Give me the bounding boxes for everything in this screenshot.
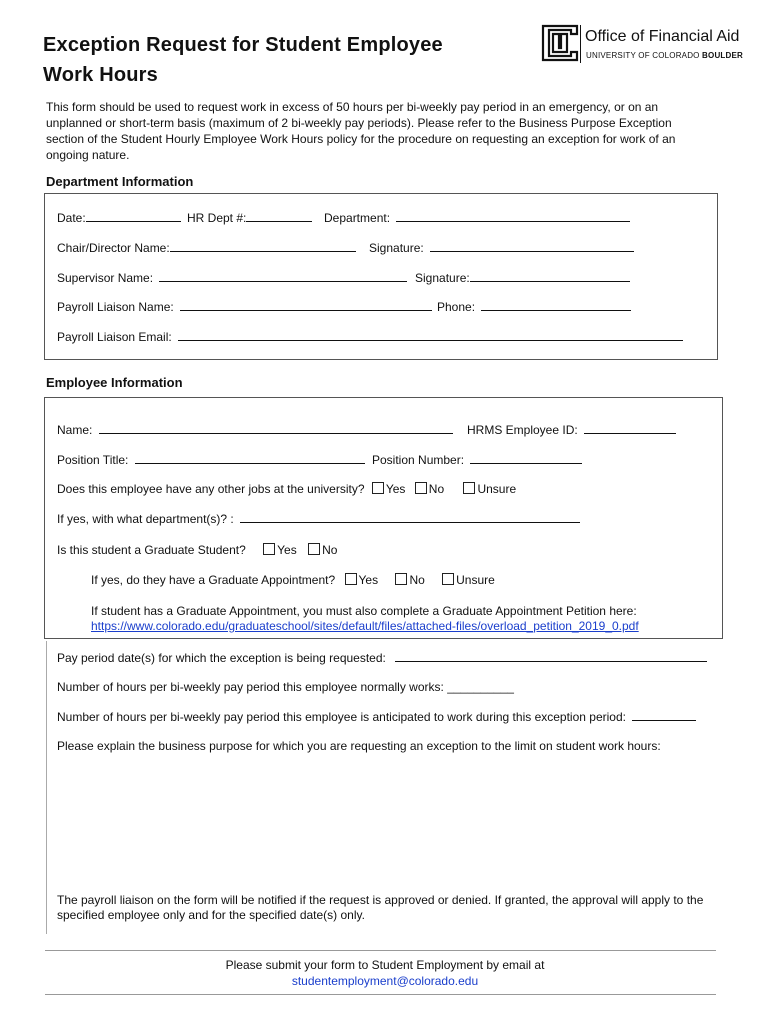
hr-dept-input[interactable] xyxy=(246,209,312,222)
grad-no-label: No xyxy=(322,543,338,557)
position-title-label: Position Title: xyxy=(57,453,129,467)
anticipated-hours-row xyxy=(57,708,696,725)
form-title-line2: Work Hours xyxy=(43,64,158,86)
position-number-row xyxy=(372,451,582,468)
grad-appt-unsure-checkbox[interactable] xyxy=(442,573,454,585)
position-title-row xyxy=(57,451,365,468)
grad-appt-question: If yes, do they have a Graduate Appointment? xyxy=(91,573,336,587)
chair-signature-row xyxy=(369,239,634,256)
footer-submit-text: Please submit your form to Student Employment by email at xyxy=(225,958,545,972)
supervisor-signature-label: Signature: xyxy=(415,271,470,285)
footer-email-link[interactable]: studentemployment@colorado.edu xyxy=(291,974,479,988)
anticipated-hours-input[interactable] xyxy=(632,708,696,721)
if-yes-dept-label: If yes, with what department(s)? : xyxy=(57,512,234,526)
hrms-row xyxy=(467,421,676,438)
payroll-name-input[interactable] xyxy=(180,298,432,311)
supervisor-signature-row xyxy=(415,269,630,286)
date-row xyxy=(57,209,181,226)
department-input[interactable] xyxy=(396,209,630,222)
form-title xyxy=(43,30,443,90)
position-number-label: Position Number: xyxy=(372,453,465,467)
pay-period-label: Pay period date(s) for which the exception is being requested: xyxy=(57,651,386,665)
grad-yes-label: Yes xyxy=(277,543,297,557)
name-label: Name: xyxy=(57,423,93,437)
logo-campus: BOULDER xyxy=(702,51,744,60)
other-jobs-unsure-label: Unsure xyxy=(477,482,517,496)
other-jobs-row xyxy=(57,481,516,497)
logo-divider xyxy=(580,25,581,63)
explain-textarea[interactable] xyxy=(57,758,717,888)
pay-period-input[interactable] xyxy=(395,649,707,662)
date-input[interactable] xyxy=(86,209,181,222)
normal-hours-label: Number of hours per bi-weekly pay period this employee normally works: xyxy=(57,680,444,694)
department-heading: Department Information xyxy=(46,174,194,189)
supervisor-row xyxy=(57,269,407,286)
other-jobs-no-label: No xyxy=(428,482,445,496)
department-label: Department: xyxy=(324,211,391,225)
grad-yes-checkbox[interactable] xyxy=(263,543,275,555)
chair-signature-input[interactable] xyxy=(430,239,634,252)
hrms-input[interactable] xyxy=(584,421,676,434)
footer-bottom-divider xyxy=(45,994,716,995)
form-title-line1: Exception Request for Student Employee xyxy=(43,34,443,56)
supervisor-signature-input[interactable] xyxy=(470,269,630,282)
grad-appt-row xyxy=(91,572,495,588)
name-row xyxy=(57,421,453,438)
phone-input[interactable] xyxy=(481,298,631,311)
payroll-email-label: Payroll Liaison Email: xyxy=(57,330,172,344)
employee-heading: Employee Information xyxy=(46,375,183,390)
payroll-name-label: Payroll Liaison Name: xyxy=(57,300,174,314)
cu-logo-icon xyxy=(540,22,580,64)
hr-dept-row xyxy=(187,209,312,226)
phone-label: Phone: xyxy=(437,300,476,314)
logo-university xyxy=(586,51,743,61)
footer xyxy=(0,957,770,989)
chair-input[interactable] xyxy=(170,239,356,252)
other-jobs-question: Does this employee have any other jobs at the university? xyxy=(57,482,365,496)
normal-hours-row xyxy=(57,679,514,695)
petition-text: If student has a Graduate Appointment, you must also complete a Graduate Appointment Petition here: xyxy=(91,604,637,618)
payroll-email-row xyxy=(57,328,683,345)
chair-label: Chair/Director Name: xyxy=(57,241,170,255)
name-input[interactable] xyxy=(99,421,453,434)
other-jobs-yes-checkbox[interactable] xyxy=(372,482,384,494)
phone-row xyxy=(437,298,631,315)
grad-appt-unsure-label: Unsure xyxy=(456,573,495,587)
normal-hours-input[interactable]: __________ xyxy=(447,680,514,694)
other-jobs-yes-label: Yes xyxy=(385,482,406,496)
intro-text: This form should be used to request work in excess of 50 hours per bi-weekly pay period in an emergency, or on an unplanned or short-term basis (maximum of 2 bi-weekly pay periods). Please refer to the Business Purpose Exception section of the Student Hourly Employee Work Hours policy for the procedure on requesting an exception for work of an ongoing nature. xyxy=(46,100,676,162)
anticipated-hours-label: Number of hours per bi-weekly pay period this employee is anticipated to work during this exception period: xyxy=(57,710,626,724)
other-jobs-unsure-checkbox[interactable] xyxy=(463,482,475,494)
notice-text: The payroll liaison on the form will be notified if the request is approved or denied. If granted, the approval will apply to the specified employee only and for the specified date(s) only. xyxy=(57,893,704,922)
logo-university-name: UNIVERSITY OF COLORADO xyxy=(586,51,700,60)
hr-dept-label: HR Dept #: xyxy=(187,211,247,225)
grad-appt-yes-label: Yes xyxy=(358,573,379,587)
grad-student-row xyxy=(57,542,337,558)
chair-row xyxy=(57,239,356,256)
chair-signature-label: Signature: xyxy=(369,241,424,255)
grad-no-checkbox[interactable] xyxy=(308,543,320,555)
if-yes-dept-input[interactable] xyxy=(240,510,580,523)
supervisor-input[interactable] xyxy=(159,269,407,282)
payroll-email-input[interactable] xyxy=(178,328,683,341)
logo-office-name: Office of Financial Aid xyxy=(585,28,740,45)
position-title-input[interactable] xyxy=(135,451,365,464)
grad-appt-no-checkbox[interactable] xyxy=(395,573,407,585)
footer-top-divider xyxy=(45,950,716,951)
date-label: Date: xyxy=(57,211,86,225)
petition-link[interactable]: https://www.colorado.edu/graduateschool/sites/default/files/attached-files/overload_petition_2019_0.pdf xyxy=(91,619,639,633)
other-jobs-no-checkbox[interactable] xyxy=(415,482,427,494)
supervisor-label: Supervisor Name: xyxy=(57,271,154,285)
explain-label: Please explain the business purpose for which you are requesting an exception to the limit on student work hours: xyxy=(57,739,661,753)
hrms-label: HRMS Employee ID: xyxy=(467,423,578,437)
if-yes-dept-row xyxy=(57,510,580,527)
left-guide-line xyxy=(46,641,47,934)
department-row xyxy=(324,209,630,226)
payroll-name-row xyxy=(57,298,432,315)
position-number-input[interactable] xyxy=(470,451,582,464)
grad-appt-yes-checkbox[interactable] xyxy=(345,573,357,585)
grad-appt-no-label: No xyxy=(409,573,425,587)
pay-period-row xyxy=(57,649,707,666)
grad-student-question: Is this student a Graduate Student? xyxy=(57,543,246,557)
